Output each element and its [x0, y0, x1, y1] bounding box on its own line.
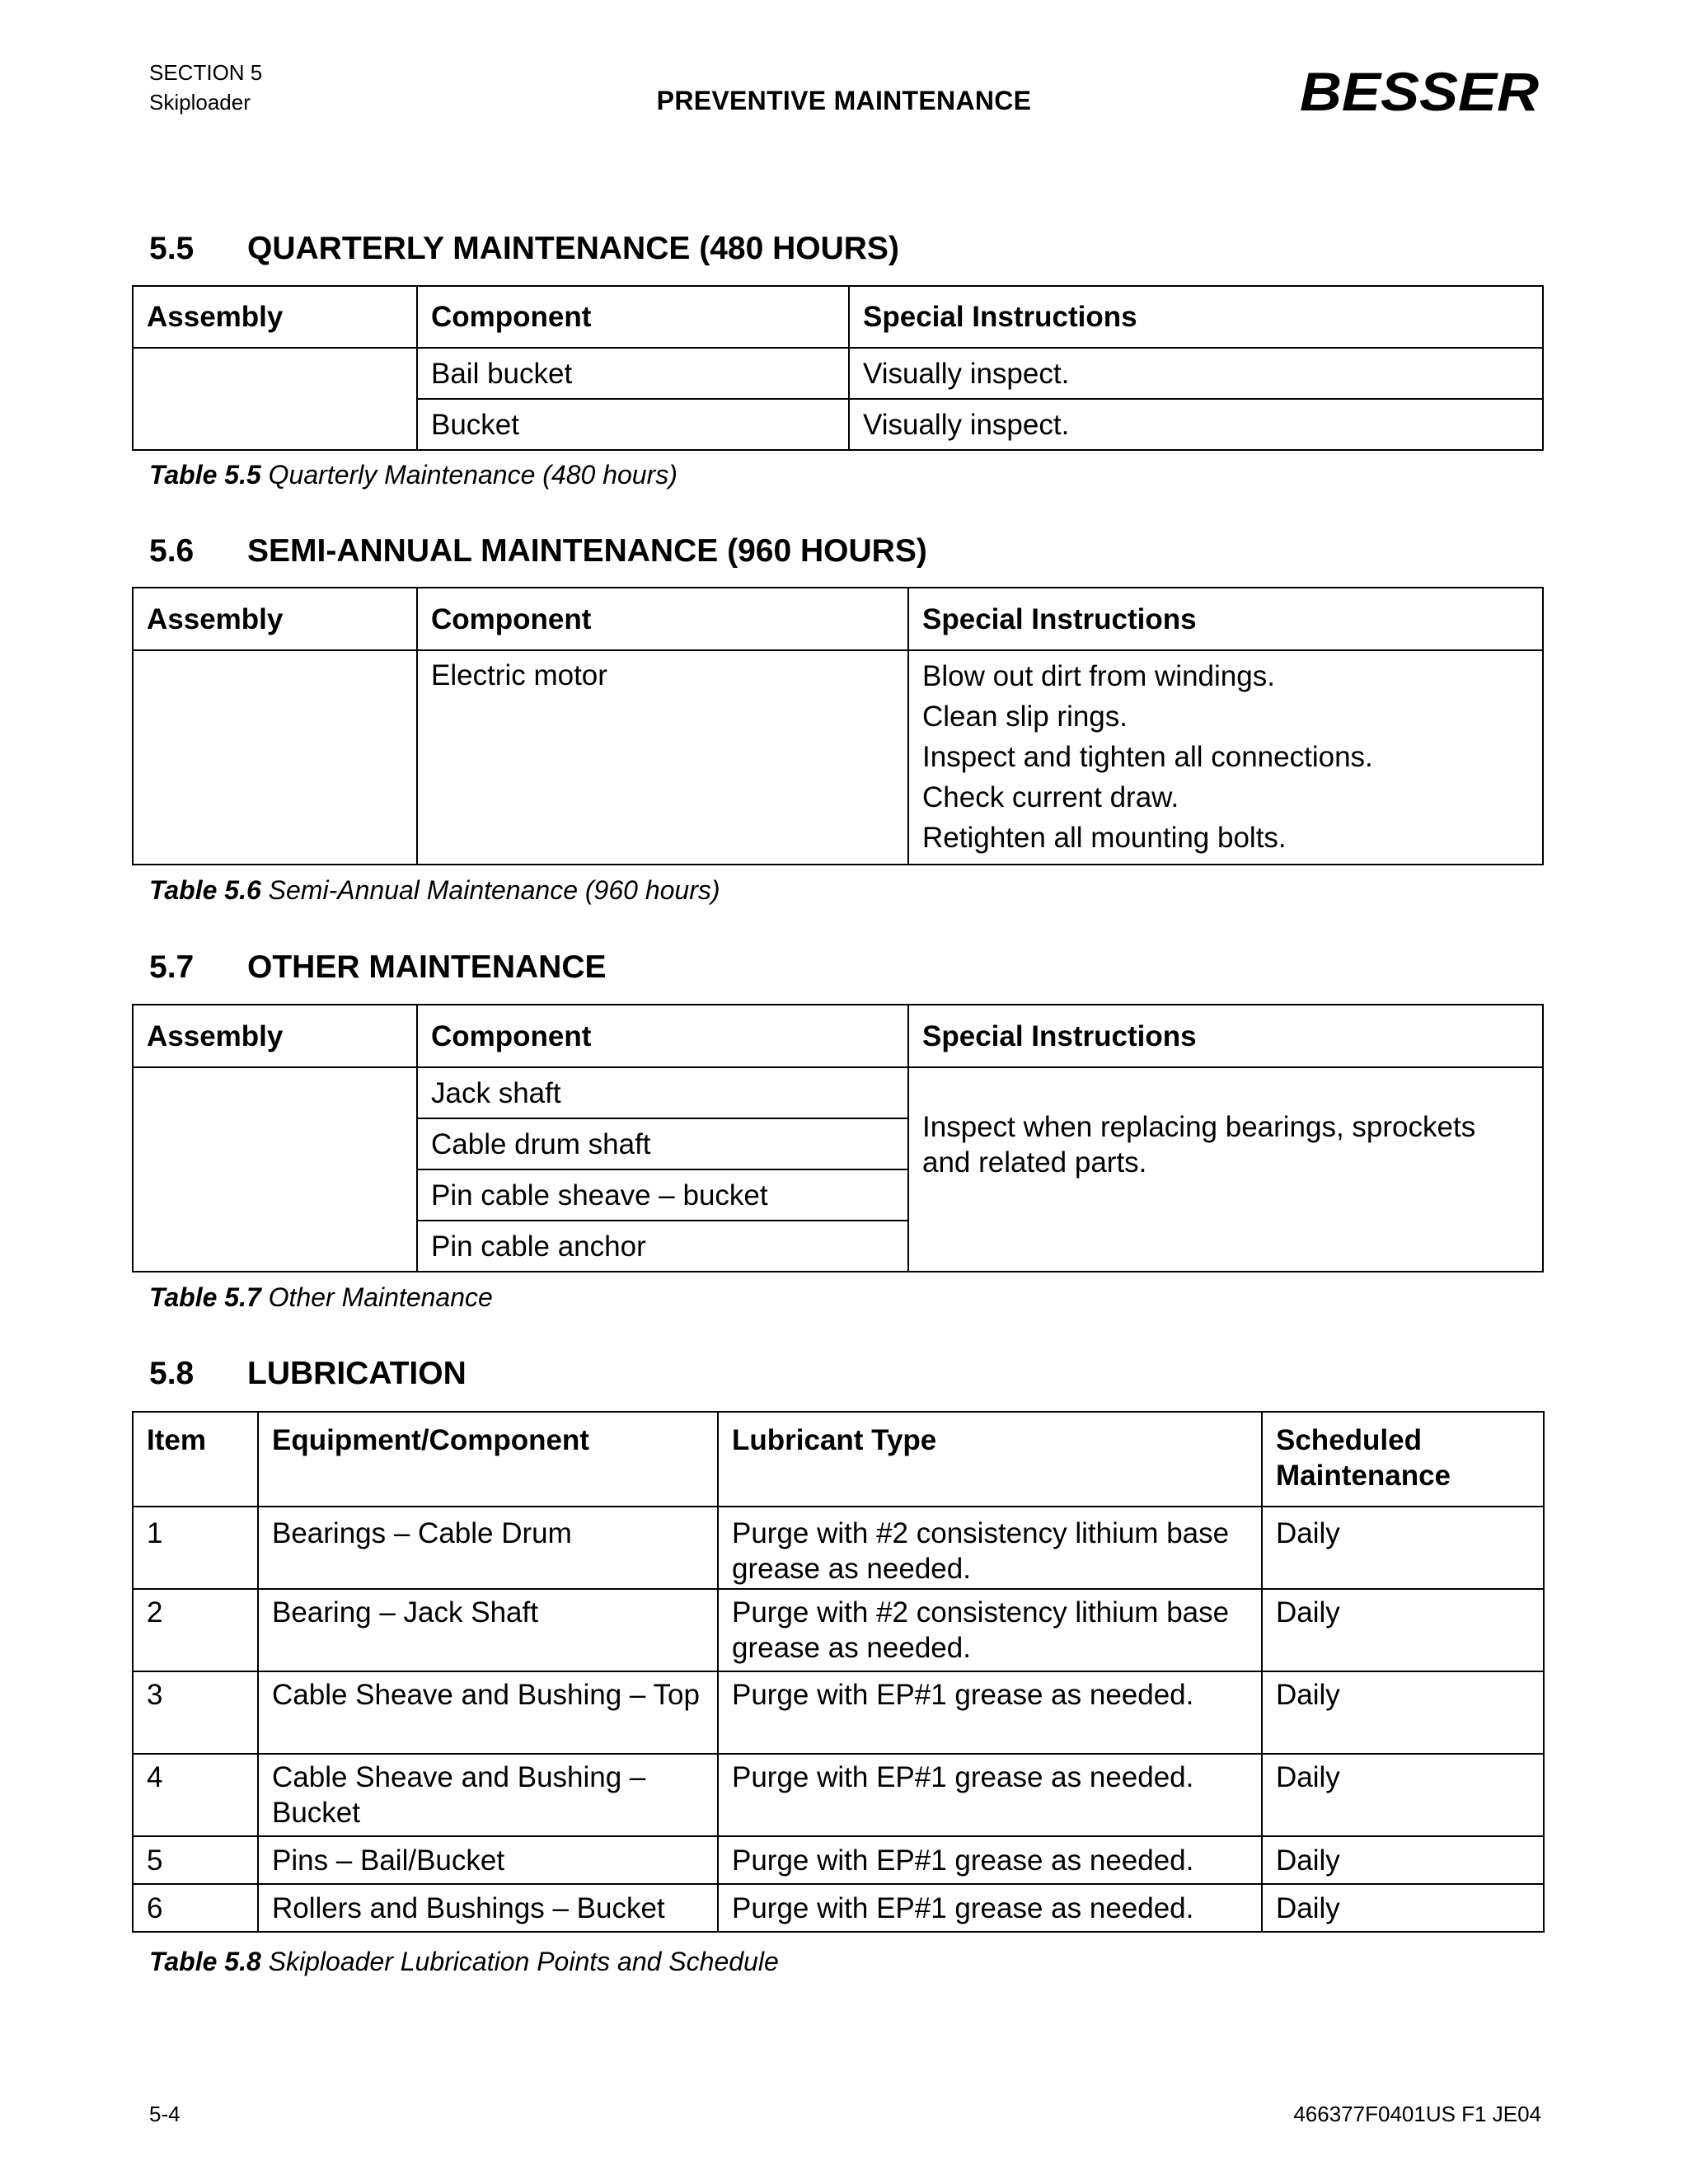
- header-subsection: Skiploader: [149, 90, 251, 115]
- section-number: 5.8: [149, 1356, 195, 1391]
- lubricant-cell: Purge with EP#1 grease as needed.: [718, 1754, 1262, 1836]
- caption-label: Table 5.6: [149, 875, 261, 905]
- component-cell: Pins – Bail/Bucket: [258, 1836, 718, 1884]
- col-header-equipment: Equipment/Component: [258, 1412, 718, 1507]
- assembly-cell: [133, 1067, 417, 1272]
- caption-label: Table 5.8: [149, 1947, 261, 1976]
- caption-text: Quarterly Maintenance (480 hours): [268, 460, 678, 490]
- component-cell: Cable Sheave and Bushing – Top: [258, 1671, 718, 1754]
- table-row: [133, 1671, 1544, 1754]
- col-header-instructions: Special Instructions: [908, 1005, 1543, 1067]
- instruction-line: Inspect and tighten all connections.: [922, 741, 1373, 773]
- instruction-line: Retighten all mounting bolts.: [922, 822, 1287, 854]
- col-header-component: Component: [417, 1005, 908, 1067]
- instructions-cell: Inspect when replacing bearings, sprockets and related parts.: [908, 1067, 1543, 1272]
- schedule-cell: Daily: [1262, 1507, 1544, 1589]
- header-title: PREVENTIVE MAINTENANCE: [656, 86, 1032, 115]
- component-cell: Cable Sheave and Bushing – Bucket: [258, 1754, 718, 1836]
- col-header-instructions: Special Instructions: [908, 588, 1543, 650]
- table-row: [133, 1754, 1544, 1836]
- header-section: SECTION 5: [149, 60, 263, 85]
- instruction-line: Clean slip rings.: [922, 701, 1128, 733]
- document-id: 466377F0401US F1 JE04: [1293, 2102, 1541, 2126]
- table-row: [133, 650, 1543, 865]
- section-5-6-title: [149, 533, 927, 569]
- table-5-5-caption: [149, 460, 678, 490]
- col-header-lubricant: Lubricant Type: [718, 1412, 1262, 1507]
- section-heading: QUARTERLY MAINTENANCE (480 HOURS): [247, 231, 899, 266]
- component-cell: Electric motor: [417, 650, 908, 865]
- table-5-7-caption: [149, 1282, 493, 1313]
- section-5-5-title: [149, 231, 899, 267]
- other-maintenance-table: [132, 1004, 1544, 1272]
- item-cell: 2: [133, 1589, 258, 1671]
- instruction-line: Check current draw.: [922, 781, 1179, 813]
- component-cell: Bucket: [417, 399, 849, 450]
- quarterly-maintenance-table: [132, 285, 1544, 451]
- component-cell: Bearing – Jack Shaft: [258, 1589, 718, 1671]
- caption-text: Skiploader Lubrication Points and Schedule: [268, 1947, 779, 1976]
- assembly-cell: [133, 650, 417, 865]
- item-cell: 6: [133, 1884, 258, 1932]
- lubrication-table: [132, 1411, 1545, 1933]
- component-cell: Pin cable sheave – bucket: [417, 1169, 908, 1221]
- col-header-component: Component: [417, 588, 908, 650]
- item-cell: 1: [133, 1507, 258, 1589]
- instructions-cell: Visually inspect.: [849, 399, 1543, 450]
- table-row: [133, 1836, 1544, 1884]
- schedule-cell: Daily: [1262, 1754, 1544, 1836]
- table-header-row: [133, 588, 1543, 650]
- lubricant-cell: Purge with #2 consistency lithium base grease as needed.: [718, 1589, 1262, 1671]
- table-header-row: [133, 1005, 1543, 1067]
- section-heading: OTHER MAINTENANCE: [247, 949, 607, 985]
- component-cell: Bail bucket: [417, 348, 849, 399]
- component-cell: Pin cable anchor: [417, 1221, 908, 1272]
- item-cell: 3: [133, 1671, 258, 1754]
- col-header-item: Item: [133, 1412, 258, 1507]
- lubricant-cell: Purge with EP#1 grease as needed.: [718, 1836, 1262, 1884]
- col-header-schedule: Scheduled Maintenance: [1262, 1412, 1544, 1507]
- component-cell: Rollers and Bushings – Bucket: [258, 1884, 718, 1932]
- col-header-assembly: Assembly: [133, 588, 417, 650]
- col-header-assembly: Assembly: [133, 1005, 417, 1067]
- section-number: 5.5: [149, 231, 195, 266]
- assembly-cell: [133, 348, 417, 450]
- instructions-cell: [908, 650, 1543, 865]
- schedule-cell: Daily: [1262, 1884, 1544, 1932]
- section-5-8-title: [149, 1356, 467, 1392]
- caption-label: Table 5.5: [149, 460, 261, 490]
- table-row: [133, 1507, 1544, 1589]
- caption-label: Table 5.7: [149, 1282, 261, 1312]
- section-heading: LUBRICATION: [247, 1356, 467, 1391]
- lubricant-cell: Purge with EP#1 grease as needed.: [718, 1884, 1262, 1932]
- semi-annual-maintenance-table: [132, 587, 1544, 865]
- caption-text: Semi-Annual Maintenance (960 hours): [268, 875, 720, 905]
- schedule-cell: Daily: [1262, 1589, 1544, 1671]
- section-heading: SEMI-ANNUAL MAINTENANCE (960 HOURS): [247, 533, 927, 569]
- component-cell: Bearings – Cable Drum: [258, 1507, 718, 1589]
- item-cell: 5: [133, 1836, 258, 1884]
- col-header-component: Component: [417, 286, 849, 348]
- table-5-8-caption: [149, 1947, 779, 1977]
- page-number: 5-4: [149, 2102, 181, 2126]
- table-header-row: [133, 1412, 1544, 1507]
- table-row: [133, 1884, 1544, 1932]
- lubricant-cell: Purge with EP#1 grease as needed.: [718, 1671, 1262, 1754]
- table-5-6-caption: [149, 875, 720, 906]
- besser-logo: [1298, 66, 1541, 117]
- instruction-line: Blow out dirt from windings.: [922, 660, 1275, 692]
- item-cell: 4: [133, 1754, 258, 1836]
- schedule-cell: Daily: [1262, 1671, 1544, 1754]
- logo-text: BESSER: [1300, 66, 1540, 117]
- table-row: [133, 1067, 1543, 1118]
- table-row: [133, 1589, 1544, 1671]
- instructions-cell: Visually inspect.: [849, 348, 1543, 399]
- col-header-assembly: Assembly: [133, 286, 417, 348]
- section-number: 5.6: [149, 533, 195, 569]
- section-number: 5.7: [149, 949, 195, 985]
- caption-text: Other Maintenance: [268, 1282, 493, 1312]
- lubricant-cell: Purge with #2 consistency lithium base grease as needed.: [718, 1507, 1262, 1589]
- section-5-7-title: [149, 949, 607, 986]
- table-row: [133, 348, 1543, 399]
- table-header-row: [133, 286, 1543, 348]
- component-cell: Jack shaft: [417, 1067, 908, 1118]
- col-header-instructions: Special Instructions: [849, 286, 1543, 348]
- schedule-cell: Daily: [1262, 1836, 1544, 1884]
- component-cell: Cable drum shaft: [417, 1118, 908, 1169]
